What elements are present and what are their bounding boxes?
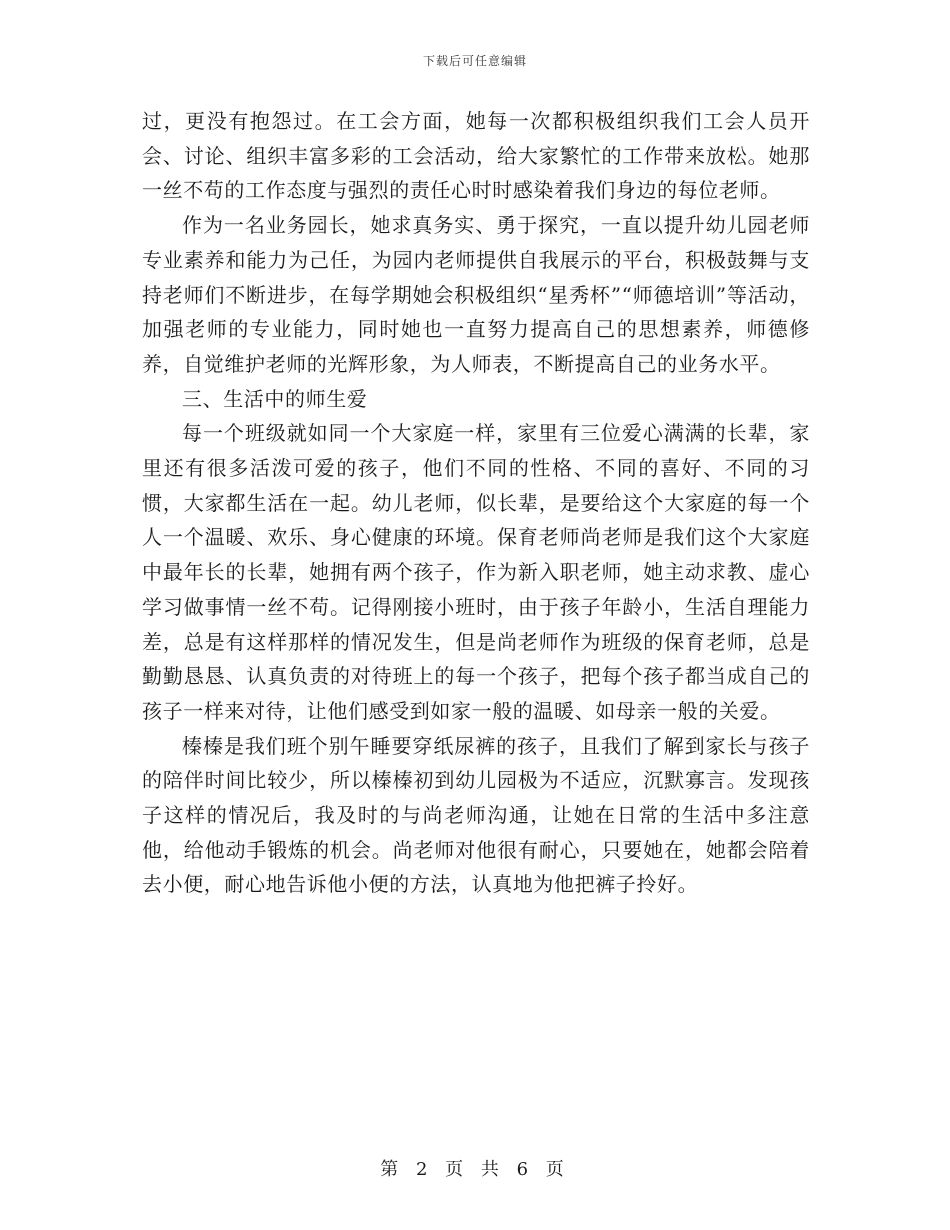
paragraph-zhenzhen: 榛榛是我们班个别午睡要穿纸尿裤的孩子，且我们了解到家长与孩子的陪伴时间比较少，所以榛榛初到幼儿园极为不适应，沉默寡言。发现孩子这样的情况后，我及时的与尚老师沟通，让她在日常的生活中多注意他，给他动手锻炼的机会。尚老师对他很有耐心，只要她在，她都会陪着去小便，耐心地告诉他小便的方法，认真地为他把裤子拎好。 bbox=[142, 733, 810, 897]
document-body bbox=[142, 104, 810, 902]
paragraph-business-director: 作为一名业务园长，她求真务实、勇于探究，一直以提升幼儿园老师专业素养和能力为己任，为园内老师提供自我展示的平台，积极鼓舞与支持老师们不断进步，在每学期她会积极组织“星秀杯”“师德培训”等活动，加强老师的专业能力，同时她也一直努力提高自己的思想素养，师德修养，自觉维护老师的光辉形象，为人师表，不断提高自己的业务水平。 bbox=[142, 213, 810, 376]
page-footer: 第 2 页 共 6 页 bbox=[380, 1159, 570, 1180]
section-heading: 三、生活中的师生爱 bbox=[182, 386, 368, 411]
paragraph-continuation: 过，更没有抱怨过。在工会方面，她每一次都积极组织我们工会人员开会、讨论、组织丰富多彩的工会活动，给大家繁忙的工作带来放松。她那一丝不苟的工作态度与强烈的责任心时时感染着我们身边的每位老师。 bbox=[142, 109, 810, 203]
page-header: 下载后可任意编辑 bbox=[422, 54, 527, 68]
paragraph-class-family: 每一个班级就如同一个大家庭一样，家里有三位爱心满满的长辈，家里还有很多活泼可爱的孩子，他们不同的性格、不同的喜好、不同的习惯，大家都生活在一起。幼儿老师，似长辈，是要给这个大家庭的每一个人一个温暖、欢乐、身心健康的环境。保育老师尚老师是我们这个大家庭中最年长的长辈，她拥有两个孩子，作为新入职老师，她主动求教、虚心学习做事情一丝不苟。记得刚接小班时，由于孩子年龄小，生活自理能力差，总是有这样那样的情况发生，但是尚老师作为班级的保育老师，总是勤勤恳恳、认真负责的对待班上的每一个孩子，把每个孩子都当成自己的孩子一样来对待，让他们感受到如家一般的温暖、如母亲一般的关爱。 bbox=[142, 421, 810, 723]
